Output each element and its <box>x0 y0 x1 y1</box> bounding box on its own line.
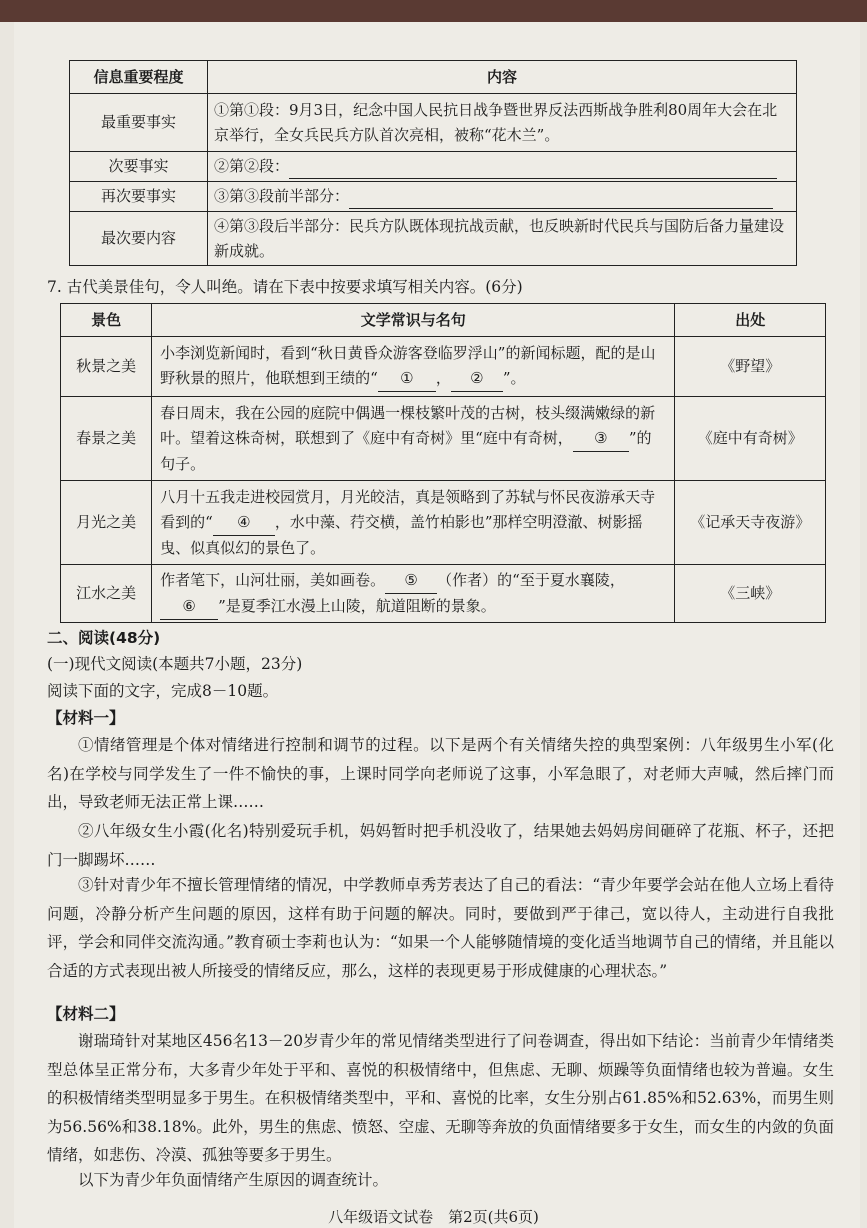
knowledge-cell: 八月十五我走进校园赏月，月光皎洁，真是领略到了苏轼与怀民夜游承天寺看到的“ ④ ，水中藻、荇交横，盖竹柏影也”那样空明澄澈、树影摇曳、似真似幻的景色了。 <box>152 481 675 565</box>
material1-title: 【材料一】 <box>47 709 125 727</box>
content-cell: ①第①段：9月3日，纪念中国人民抗日战争暨世界反法西斯战争胜利80周年大会在北京举行，全女兵民兵方队首次亮相，被称“花木兰”。 <box>208 94 797 152</box>
scene-cell: 秋景之美 <box>61 337 152 397</box>
level-cell: 最重要事实 <box>70 94 208 152</box>
level-cell: 再次要事实 <box>70 182 208 212</box>
header-level: 信息重要程度 <box>70 61 208 94</box>
material2-para-1: 谢瑞琦针对某地区456名13－20岁青少年的常见情绪类型进行了问卷调查，得出如下结论：当前青少年情绪类型总体呈正常分布，大多青少年处于平和、喜悦的积极情绪中，但焦虑、无聊、烦躁等负面情绪也较为普遍。女生的积极情绪类型明显多于男生。在积极情绪类型中，平和、喜悦的比率，女生分别占61.85%和52.63%，而男生则为56.56%和38.18%。此外，男生的焦虑、愤怒、空虚、无聊等奔放的负面情绪要多于女生，而女生的内敛的负面情绪，如悲伤、冷漠、孤独等要多于男生。 <box>47 1032 834 1164</box>
scene-cell: 春景之美 <box>61 397 152 481</box>
knowledge-cell: 作者笔下，山河壮丽，美如画卷。 ⑤ （作者）的“至于夏水襄陵，⑥ ”是夏季江水漫上山陵，航道阻断的景象。 <box>152 565 675 623</box>
material1-para-3: ③针对青少年不擅长管理情绪的情况，中学教师卓秀芳表达了自己的看法：“青少年要学会站在他人立场上看待问题，冷静分析产生问题的原因，这样有助于问题的解决。同时，要做到严于律己，宽以待人，主动进行自我批评，学会和同伴交流沟通。”教育硕士李莉也认为：“如果一个人能够随情境的变化适当地调节自己的情绪，并且能以合适的方式表现出被人所接受的情绪反应，那么，这样的表现更易于形成健康的心理状态。” <box>47 876 834 980</box>
q7-title: 7. 古代美景佳句，令人叫绝。请在下表中按要求填写相关内容。(6分) <box>47 278 523 296</box>
top-edge <box>0 0 867 22</box>
source-cell: 《庭中有奇树》 <box>675 397 826 481</box>
section-heading: 二、阅读(48分) <box>47 629 161 647</box>
content-cell: ②第②段： <box>208 152 797 182</box>
poetry-table <box>60 303 826 623</box>
level-cell: 次要事实 <box>70 152 208 182</box>
header-content: 内容 <box>208 61 797 94</box>
blank-3[interactable]: ③ <box>573 426 629 452</box>
page-footer: 八年级语文试卷 第2页(共6页) <box>328 1208 539 1226</box>
material1-para-2: ②八年级女生小霞(化名)特别爱玩手机，妈妈暂时把手机没收了，结果她去妈妈房间砸碎了花瓶、杯子，还把门一脚踢坏…… <box>47 822 834 869</box>
material1-para-1: ①情绪管理是个体对情绪进行控制和调节的过程。以下是两个有关情绪失控的典型案例：八年级男生小军(化名)在学校与同学发生了一件不愉快的事，上课时同学向老师说了这事，小军急眼了，对老师大声喊，然后摔门而出，导致老师无法正常上课…… <box>47 736 834 811</box>
subsection-heading: (一)现代文阅读(本题共7小题，23分) <box>47 655 303 673</box>
blank-4[interactable]: ④ <box>213 510 275 536</box>
header-source: 出处 <box>675 304 826 337</box>
header-knowledge: 文学常识与名句 <box>152 304 675 337</box>
content-cell: ③第③段前半部分： <box>208 182 797 212</box>
content-cell: ④第③段后半部分：民兵方队既体现抗战贡献，也反映新时代民兵与国防后备力量建设新成就。 <box>208 212 797 266</box>
header-scene: 景色 <box>61 304 152 337</box>
answer-line[interactable] <box>349 190 773 209</box>
info-importance-table <box>69 60 797 266</box>
source-cell: 《记承天寺夜游》 <box>675 481 826 565</box>
blank-6[interactable]: ⑥ <box>160 594 218 620</box>
reading-instruction: 阅读下面的文字，完成8－10题。 <box>47 682 279 700</box>
scene-cell: 月光之美 <box>61 481 152 565</box>
material2-title: 【材料二】 <box>47 1005 125 1023</box>
scene-cell: 江水之美 <box>61 565 152 623</box>
blank-1[interactable]: ① <box>378 366 436 392</box>
source-cell: 《三峡》 <box>675 565 826 623</box>
knowledge-cell: 春日周末，我在公园的庭院中偶遇一棵枝繁叶茂的古树，枝头缀满嫩绿的新叶。望着这株奇树，联想到了《庭中有奇树》里“庭中有奇树， ③ ”的句子。 <box>152 397 675 481</box>
source-cell: 《野望》 <box>675 337 826 397</box>
blank-5[interactable]: ⑤ <box>385 568 437 594</box>
material2-para-2: 以下为青少年负面情绪产生原因的调查统计。 <box>78 1171 389 1189</box>
knowledge-cell: 小李浏览新闻时，看到“秋日黄昏众游客登临罗浮山”的新闻标题，配的是山野秋景的照片，他联想到王绩的“ ① ， ② ”。 <box>152 337 675 397</box>
level-cell: 最次要内容 <box>70 212 208 266</box>
blank-2[interactable]: ② <box>451 366 503 392</box>
answer-line[interactable] <box>289 160 777 179</box>
